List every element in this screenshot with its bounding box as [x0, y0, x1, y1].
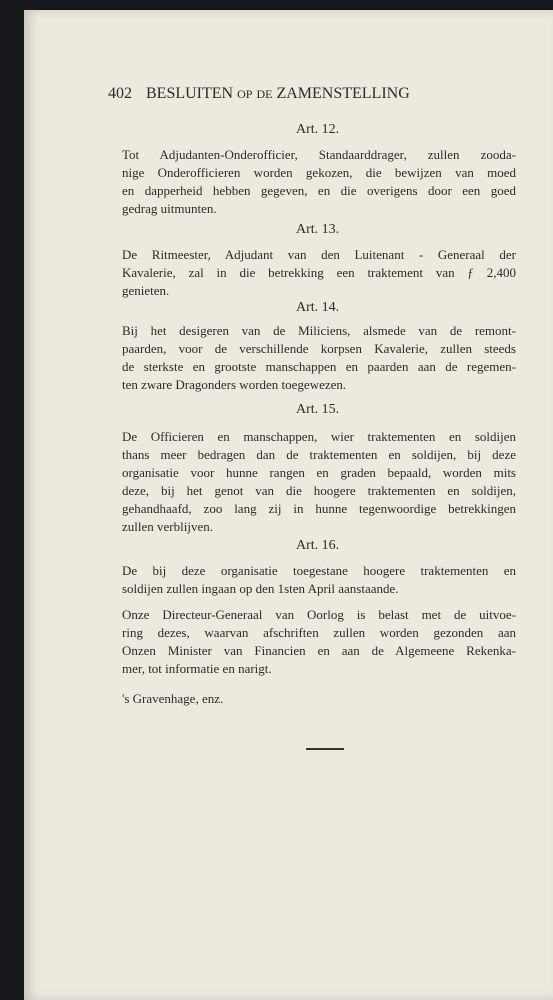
article-line: De bij deze organisatie toegestane hoogere traktementen en [122, 563, 516, 578]
article-line: paarden, voor de verschillende korpsen Kavalerie, zullen steeds [122, 341, 516, 356]
page-header [108, 85, 488, 103]
header-title-part1: BESLUITEN [146, 85, 234, 102]
article-line: organisatie voor hunne rangen en graden bepaald, worden mits [122, 465, 516, 480]
article-line: nige Onderofficieren worden gekozen, die bewijzen van moed [122, 165, 516, 180]
article-line: De Ritmeester, Adjudant van den Luitenant - Generaal der [122, 247, 516, 262]
article-line: De Officieren en manschappen, wier traktementen en soldijen [122, 429, 516, 444]
article-heading: Art. 13. [296, 222, 340, 237]
page-number: 402 [108, 85, 132, 102]
header-title-small2: DE [256, 87, 273, 101]
signoff: 's Gravenhage, enz. [122, 691, 224, 706]
article-line: deze, bij het genot van die hoogere traktementen en soldijen, [122, 483, 516, 498]
closing-line: mer, tot informatie en narigt. [122, 661, 272, 676]
end-rule [306, 748, 344, 750]
article-line: gedrag uitmunten. [122, 201, 217, 216]
article-heading: Art. 16. [296, 538, 340, 553]
article-heading: Art. 15. [296, 402, 340, 417]
article-heading: Art. 12. [296, 122, 340, 137]
article-line: soldijen zullen ingaan op den 1sten April aanstaande. [122, 581, 399, 596]
article-line: en dapperheid hebben gegeven, en die overigens door een goed [122, 183, 516, 198]
article-line: de sterkste en grootste manschappen en paarden aan de regemen- [122, 359, 516, 374]
article-line: Bij het desigeren van de Miliciens, alsmede van de remont- [122, 323, 516, 338]
article-line: ten zware Dragonders worden toegewezen. [122, 377, 347, 392]
header-title-part2: ZAMENSTELLING [276, 85, 410, 102]
article-line: zullen verblijven. [122, 519, 213, 534]
closing-line: ring dezes, waarvan afschriften zullen worden gezonden aan [122, 625, 516, 640]
article-line: Kavalerie, zal in die betrekking een traktement van ƒ 2,400 [122, 265, 516, 280]
article-line: genieten. [122, 283, 170, 298]
header-title-small1: OP [237, 87, 253, 101]
article-line: gehandhaafd, zoo lang zij in hunne tegenwoordige betrekkingen [122, 501, 516, 516]
article-line: thans meer bedragen dan de traktementen en soldijen, bij deze [122, 447, 516, 462]
closing-line: Onze Directeur-Generaal van Oorlog is belast met de uitvoe- [122, 607, 516, 622]
article-heading: Art. 14. [296, 300, 340, 315]
article-line: Tot Adjudanten-Onderofficier, Standaarddrager, zullen zooda- [122, 147, 516, 162]
closing-line: Onzen Minister van Financien en aan de Algemeene Rekenka- [122, 643, 516, 658]
